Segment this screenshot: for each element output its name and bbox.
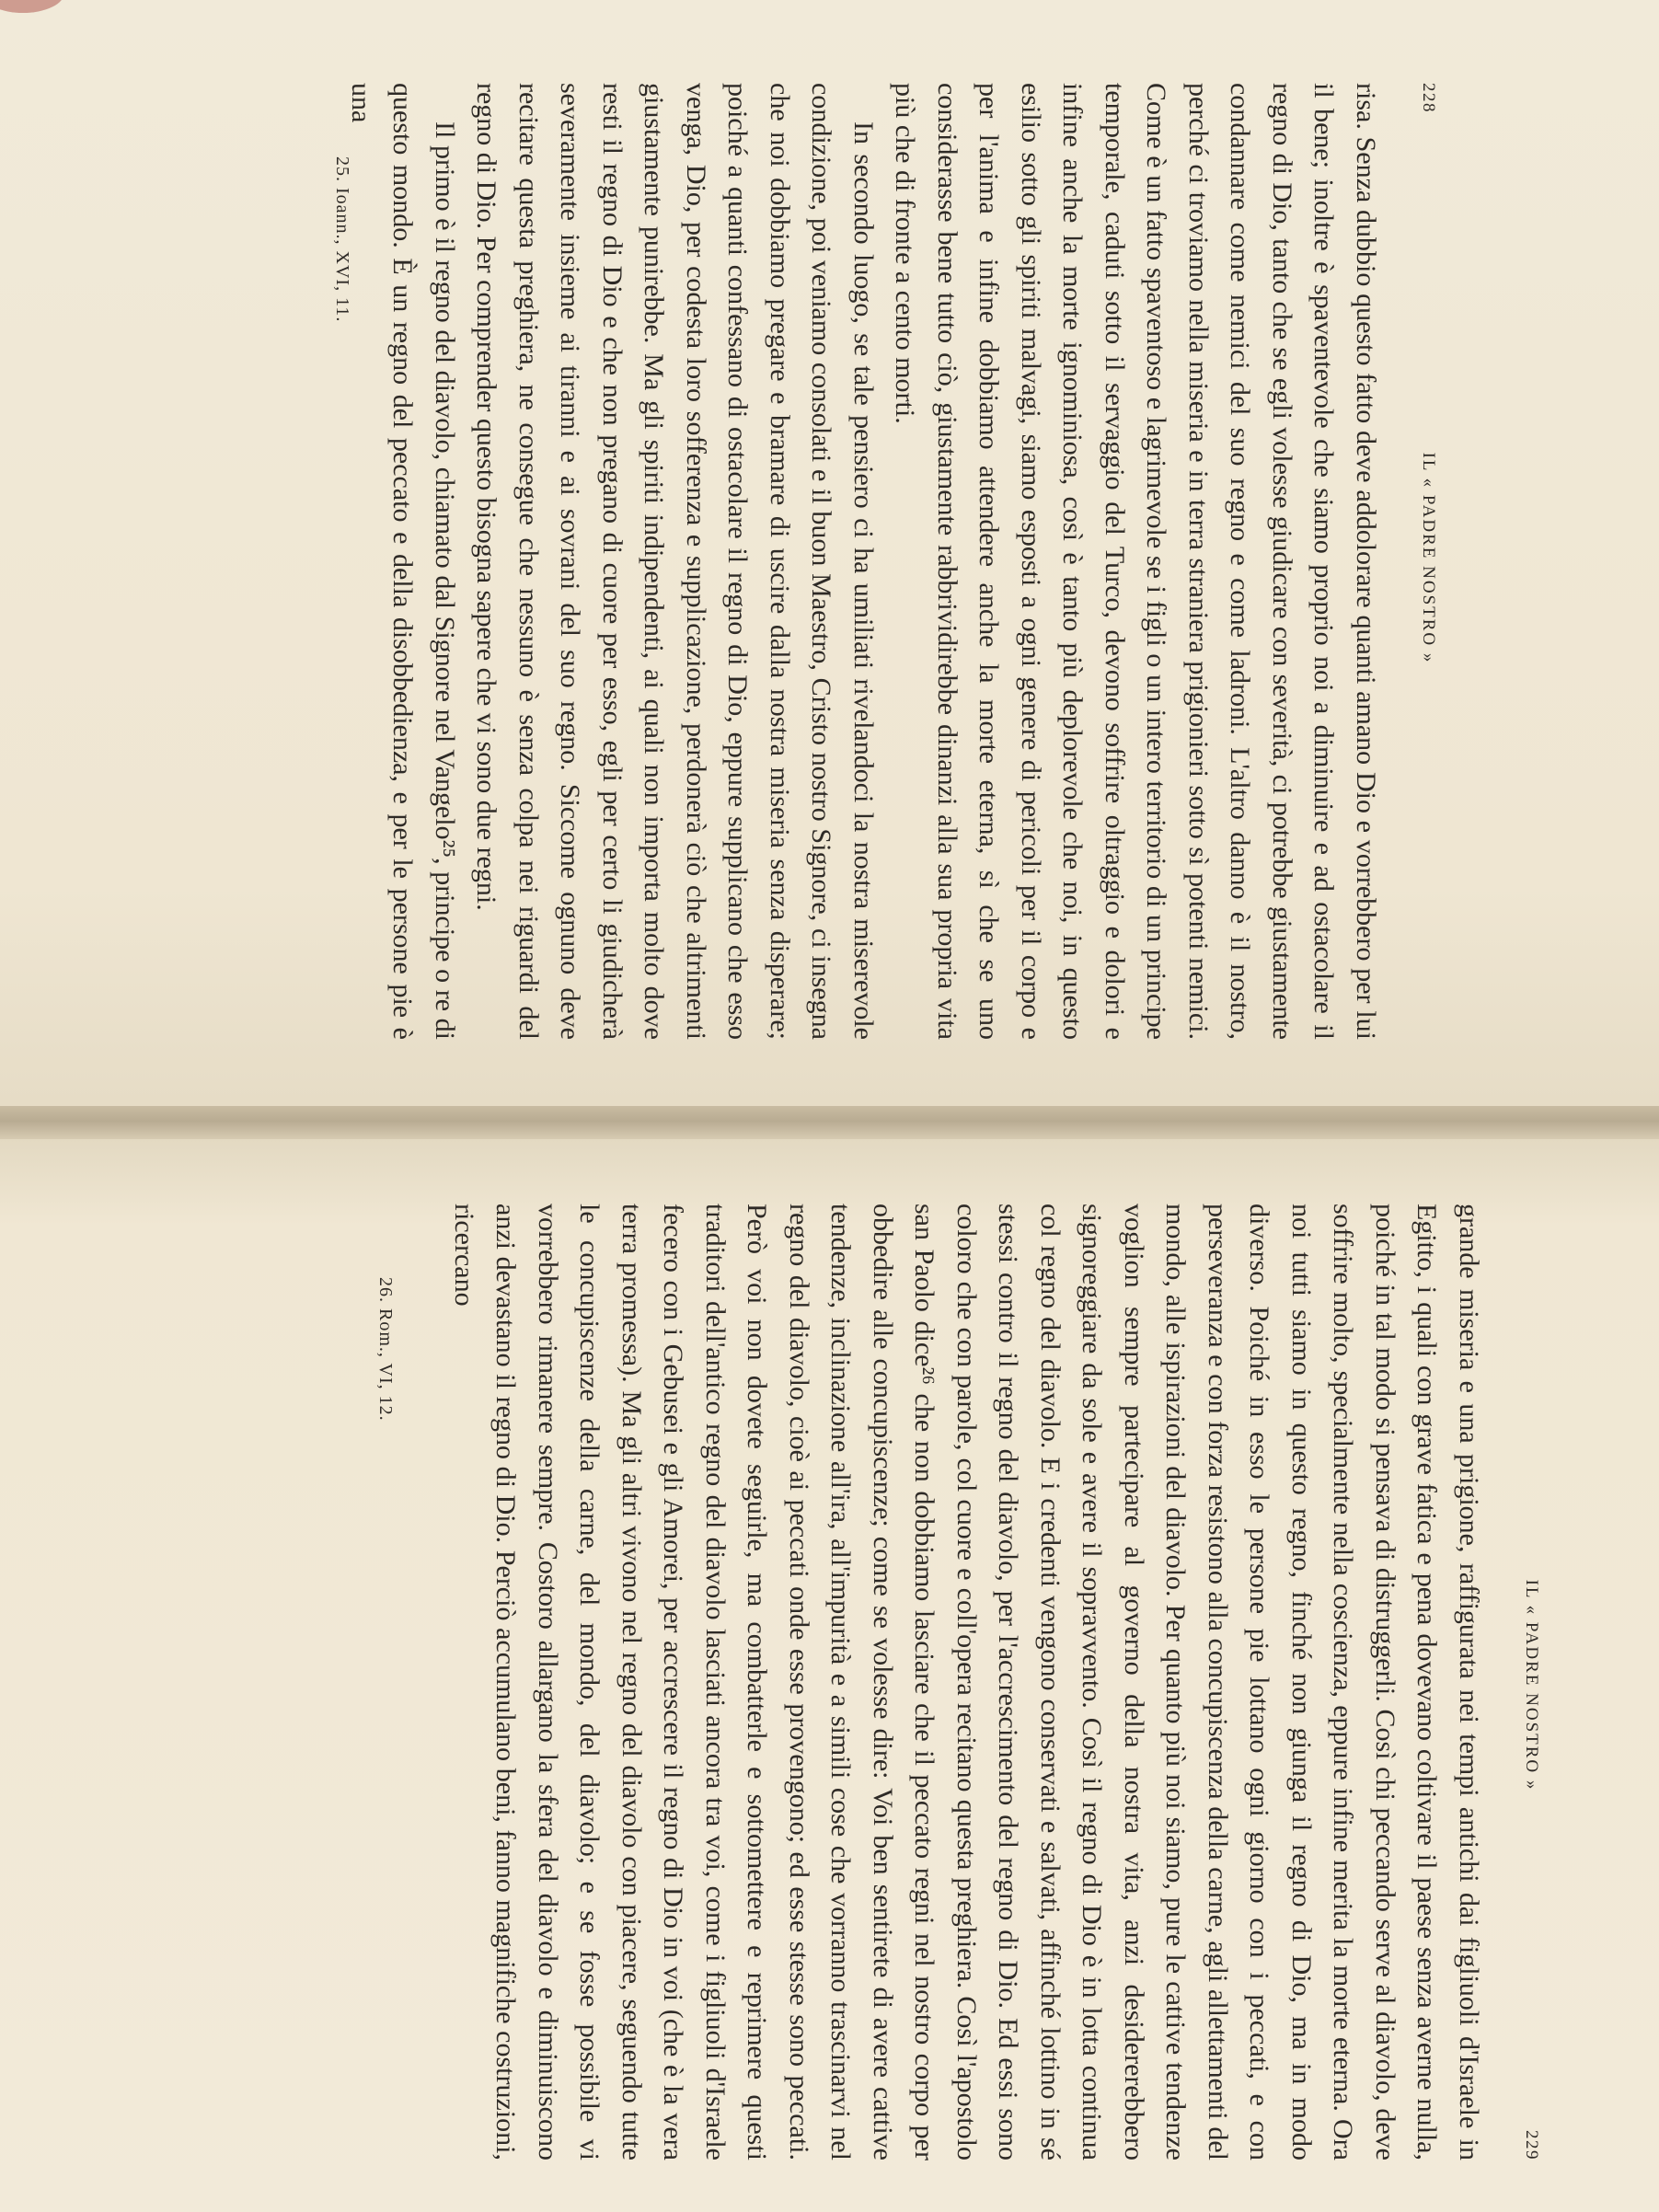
left-running-head: IL « PADRE NOSTRO » [1419, 452, 1438, 664]
left-page-body [340, 83, 1388, 1040]
right-running-head: IL « PADRE NOSTRO » [1522, 1579, 1541, 1791]
finger-edge [0, 0, 64, 13]
left-page-header [1418, 83, 1438, 1040]
left-paragraph-2: In secondo luogo, se tale pensiero ci ha umiliati rivelandoci la nostra miserevole condizione, poi veniamo consolati e il buon Maestro, Cristo nostro Signore, ci insegna che noi dobbiamo pregare e bramare di uscire dalla nostra miseria senza disperare; poiché a quanti confessano di ostacolare il regno di Dio, eppure supplicano che esso venga, Dio, per codesta loro sofferenza e supplicazione, perdonerà ciò che altrimenti giustamente punirebbe. Ma gli spiriti indipendenti, ai quali non importa molto dove resti il regno di Dio e che non pregano di cuore per esso, egli per certo li giudicherà severamente insieme ai tiranni e ai sovrani del suo regno. Siccome ognuno deve recitare questa preghiera, ne consegue che nessuno è senza colpa nei riguardi del regno di Dio. Per comprender questo bisogna sapere che vi sono due regni. [471, 83, 879, 1040]
right-page-body [444, 1204, 1491, 2160]
right-page-number: 229 [1522, 2130, 1541, 2160]
left-page-content [122, 83, 1438, 1040]
book-gutter [0, 1106, 1659, 1139]
left-footnote: 25. Ioann., XVI, 11. [332, 156, 352, 323]
left-paragraph-1: risa. Senza dubbio questo fatto deve addolorare quanti amano Dio e vorrebbero per lui il bene; inoltre è spaventevole che siamo proprio noi a diminuire e ad ostacolare il regno di Dio, tanto che se egli volesse giudicare con severità, ci potrebbe giustamente condannare come nemici del suo regno e come ladroni. L'altro danno è il nostro, perché ci troviamo nella miseria e in terra straniera prigionieri sotto sì potenti nemici. Come è un fatto spaventoso e lagrimevole se i figli o un intero territorio di un principe temporale, caduti sotto il servaggio del Turco, devono soffrire oltraggio e dolori e infine anche la morte ignominiosa, così è tanto più deplorevole che noi, in questo esilio sotto gli spiriti malvagi, siamo esposti a ogni genere di pericoli per il corpo e per l'anima e infine dobbiamo attendere anche la morte eterna, sì che se uno considerasse bene tutto ciò, giustamente rabbrividirebbe dinanzi alla sua propria vita più che di fronte a cento morti. [890, 83, 1381, 1040]
left-page-number: 228 [1419, 83, 1438, 113]
right-page [0, 1139, 1659, 2212]
right-paragraph-1: grande miseria e una prigione, raffigurata nei tempi antichi dai figliuoli d'Israele in Egitto, i quali con grave fatica e pena dovevano coltivare il paese senza averne nulla, poiché in tal modo si pensava di distruggerli. Così chi peccando serve al diavolo, deve soffrire molto, specialmente nella coscienza, eppure infine merita la morte eterna. Ora noi tutti siamo in questo regno, finché non giunga il regno di Dio, ma in modo diverso. Poiché in esso le persone pie lottano ogni giorno con i peccati, e con perseveranza e con forza resistono alla concupiscenza della carne, agli allettamenti del mondo, alle ispirazioni del diavolo. Per quanto più noi siamo, pure le cattive tendenze voglion sempre partecipare al governo della nostra vita, anzi desidererebbero signoreggiare da sole e avere il sopravvento. Così il regno di Dio è in lotta continua col regno del diavolo. E i credenti vengono conservati e salvati, affinché lottino in sé stessi contro il regno del diavolo, per l'accrescimento del regno di Dio. Ed essi sono coloro che con parole, col cuore e coll'opera recitano questa preghiera. Così l'apostolo san Paolo dice²⁶ che non dobbiamo lasciare che il peccato regni nel nostro corpo per obbedire alle concupiscenze; come se volesse dire: Voi ben sentirete di avere cattive tendenze, inclinazione all'ira, all'impurità e a simili cose che vorranno trascinarvi nel regno del diavolo, cioè ai peccati onde esse provengono; ed esse stesse sono peccati. Però voi non dovete seguirle, ma combatterle e sottomettere e reprimere questi traditori dell'antico regno del diavolo lasciati ancora tra voi, come i figliuoli d'Israele fecero con i Gebusei e gli Amorei, per accrescere il regno di Dio in voi (che è la vera terra promessa). Ma gli altri vivono nel regno del diavolo con piacere, seguendo tutte le concupiscenze della carne, del mondo, del diavolo; e se fosse possibile vi vorrebbero rimanere sempre. Costoro allargano la sfera del diavolo e diminuiscono anzi devastano il regno di Dio. Perciò accumulano beni, fanno magnifiche costruzioni, ricercano [449, 1204, 1484, 2160]
right-page-content [143, 1204, 1541, 2160]
left-paragraph-3: Il primo è il regno del diavolo, chiamato dal Signore nel Vangelo²⁵, principe o re di questo mondo. È un regno del peccato e della disobbedienza, e per le persone pie è una [346, 83, 460, 1040]
right-page-header [1521, 1204, 1541, 2160]
right-footnote: 26. Rom., VI, 12. [375, 1277, 396, 1422]
